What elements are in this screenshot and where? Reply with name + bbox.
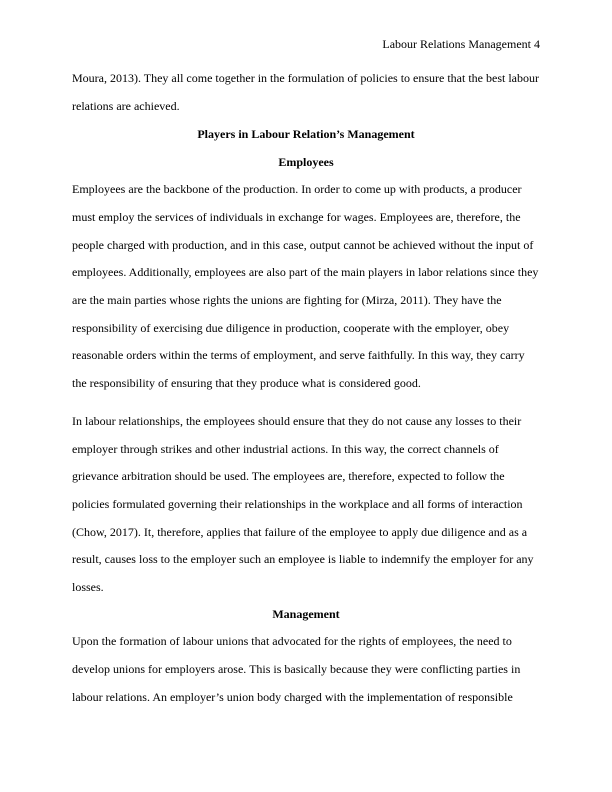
management-heading: Management	[272, 607, 340, 621]
text-line: relations are achieved.	[72, 99, 180, 113]
text-line: the responsibility of ensuring that they produce what is considered good.	[72, 376, 421, 390]
running-head: Labour Relations Management 4	[382, 37, 540, 51]
text-line: people charged with production, and in this case, output cannot be achieved without the input of	[72, 238, 534, 252]
text-line: (Chow, 2017). It, therefore, applies that failure of the employee to apply due diligence and as a	[72, 525, 528, 539]
text-line: result, causes loss to the employer such an employee is liable to indemnify the employer for any	[72, 552, 534, 566]
text-line: reasonable orders within the terms of employment, and serve faithfully. In this way, they carry	[72, 348, 525, 362]
text-line: are the main parties whose rights the unions are fighting for (Mirza, 2011). They have the	[72, 293, 502, 307]
text-line: Employees are the backbone of the production. In order to come up with products, a producer	[72, 182, 522, 196]
text-line: In labour relationships, the employees should ensure that they do not cause any losses to their	[72, 414, 522, 428]
text-line: responsibility of exercising due diligence in production, cooperate with the employer, obey	[72, 321, 510, 335]
text-line: Upon the formation of labour unions that advocated for the rights of employees, the need to	[72, 634, 512, 648]
text-line: losses.	[72, 580, 104, 594]
text-line: employees. Additionally, employees are also part of the main players in labor relations since they	[72, 265, 539, 279]
text-line: develop unions for employers arose. This is basically because they were conflicting parties in	[72, 662, 521, 676]
text-line: must employ the services of individuals in exchange for wages. Employees are, therefore, the	[72, 210, 521, 224]
text-line: employer through strikes and other industrial actions. In this way, the correct channels of	[72, 442, 499, 456]
text-line: labour relations. An employer’s union body charged with the implementation of responsible	[72, 690, 513, 704]
text-line: Moura, 2013). They all come together in the formulation of policies to ensure that the best labour	[72, 71, 539, 85]
text-line: grievance arbitration should be used. The employees are, therefore, expected to follow the	[72, 469, 505, 483]
employees-heading: Employees	[278, 155, 334, 169]
section-title: Players in Labour Relation’s Management	[197, 127, 415, 141]
text-line: policies formulated governing their relationships in the workplace and all forms of interaction	[72, 497, 523, 511]
